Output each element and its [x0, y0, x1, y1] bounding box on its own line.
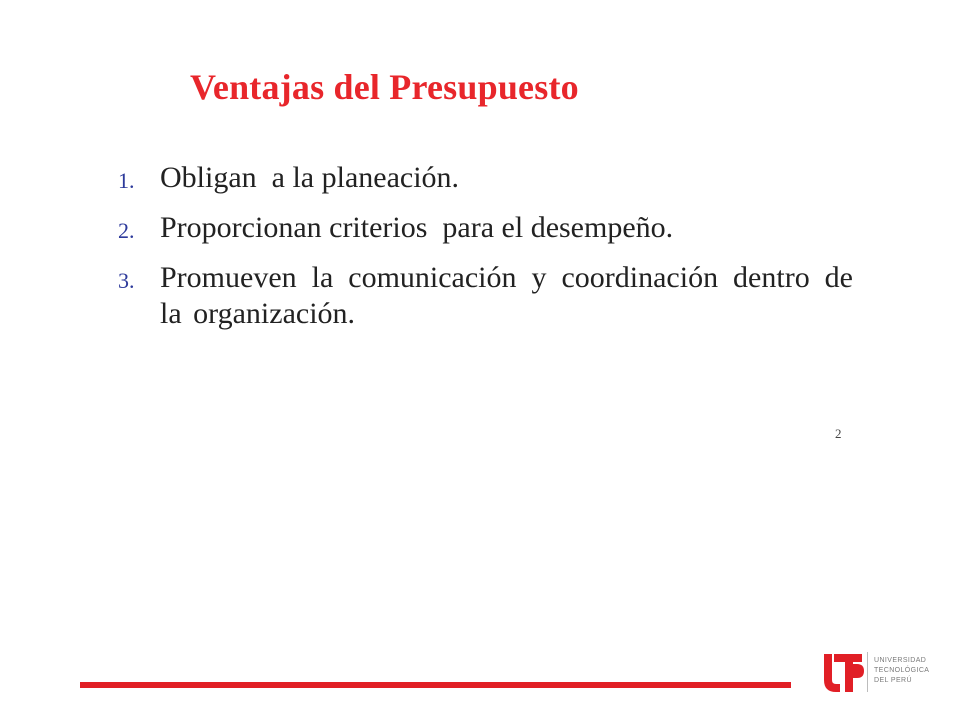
list-item-number: 3. [118, 268, 135, 293]
footer-rule [80, 682, 791, 688]
logo-line-1: UNIVERSIDAD [874, 657, 927, 664]
list-item-2 [118, 210, 853, 246]
logo-line-3: DEL PERÚ [874, 677, 912, 684]
list-item-text: Promueven la comunicación y coordinación dentro de la organización. [160, 261, 853, 330]
page-number: 2 [835, 426, 842, 441]
logo-line-2: TECNOLÓGICA [874, 667, 930, 674]
list-item-3 [118, 260, 853, 332]
slide-title: Ventajas del Presupuesto [190, 67, 579, 107]
list-item-text: Obligan a la planeación. [160, 161, 460, 194]
logo-text [874, 656, 929, 686]
logo-divider [867, 652, 868, 692]
utp-logo [822, 650, 942, 696]
advantages-list [118, 160, 853, 346]
list-item-number: 2. [118, 218, 135, 243]
list-item-1 [118, 160, 853, 196]
list-item-text: Proporcionan criterios para el desempeño. [160, 211, 674, 244]
list-item-number: 1. [118, 168, 135, 193]
utp-logo-icon [822, 650, 866, 696]
